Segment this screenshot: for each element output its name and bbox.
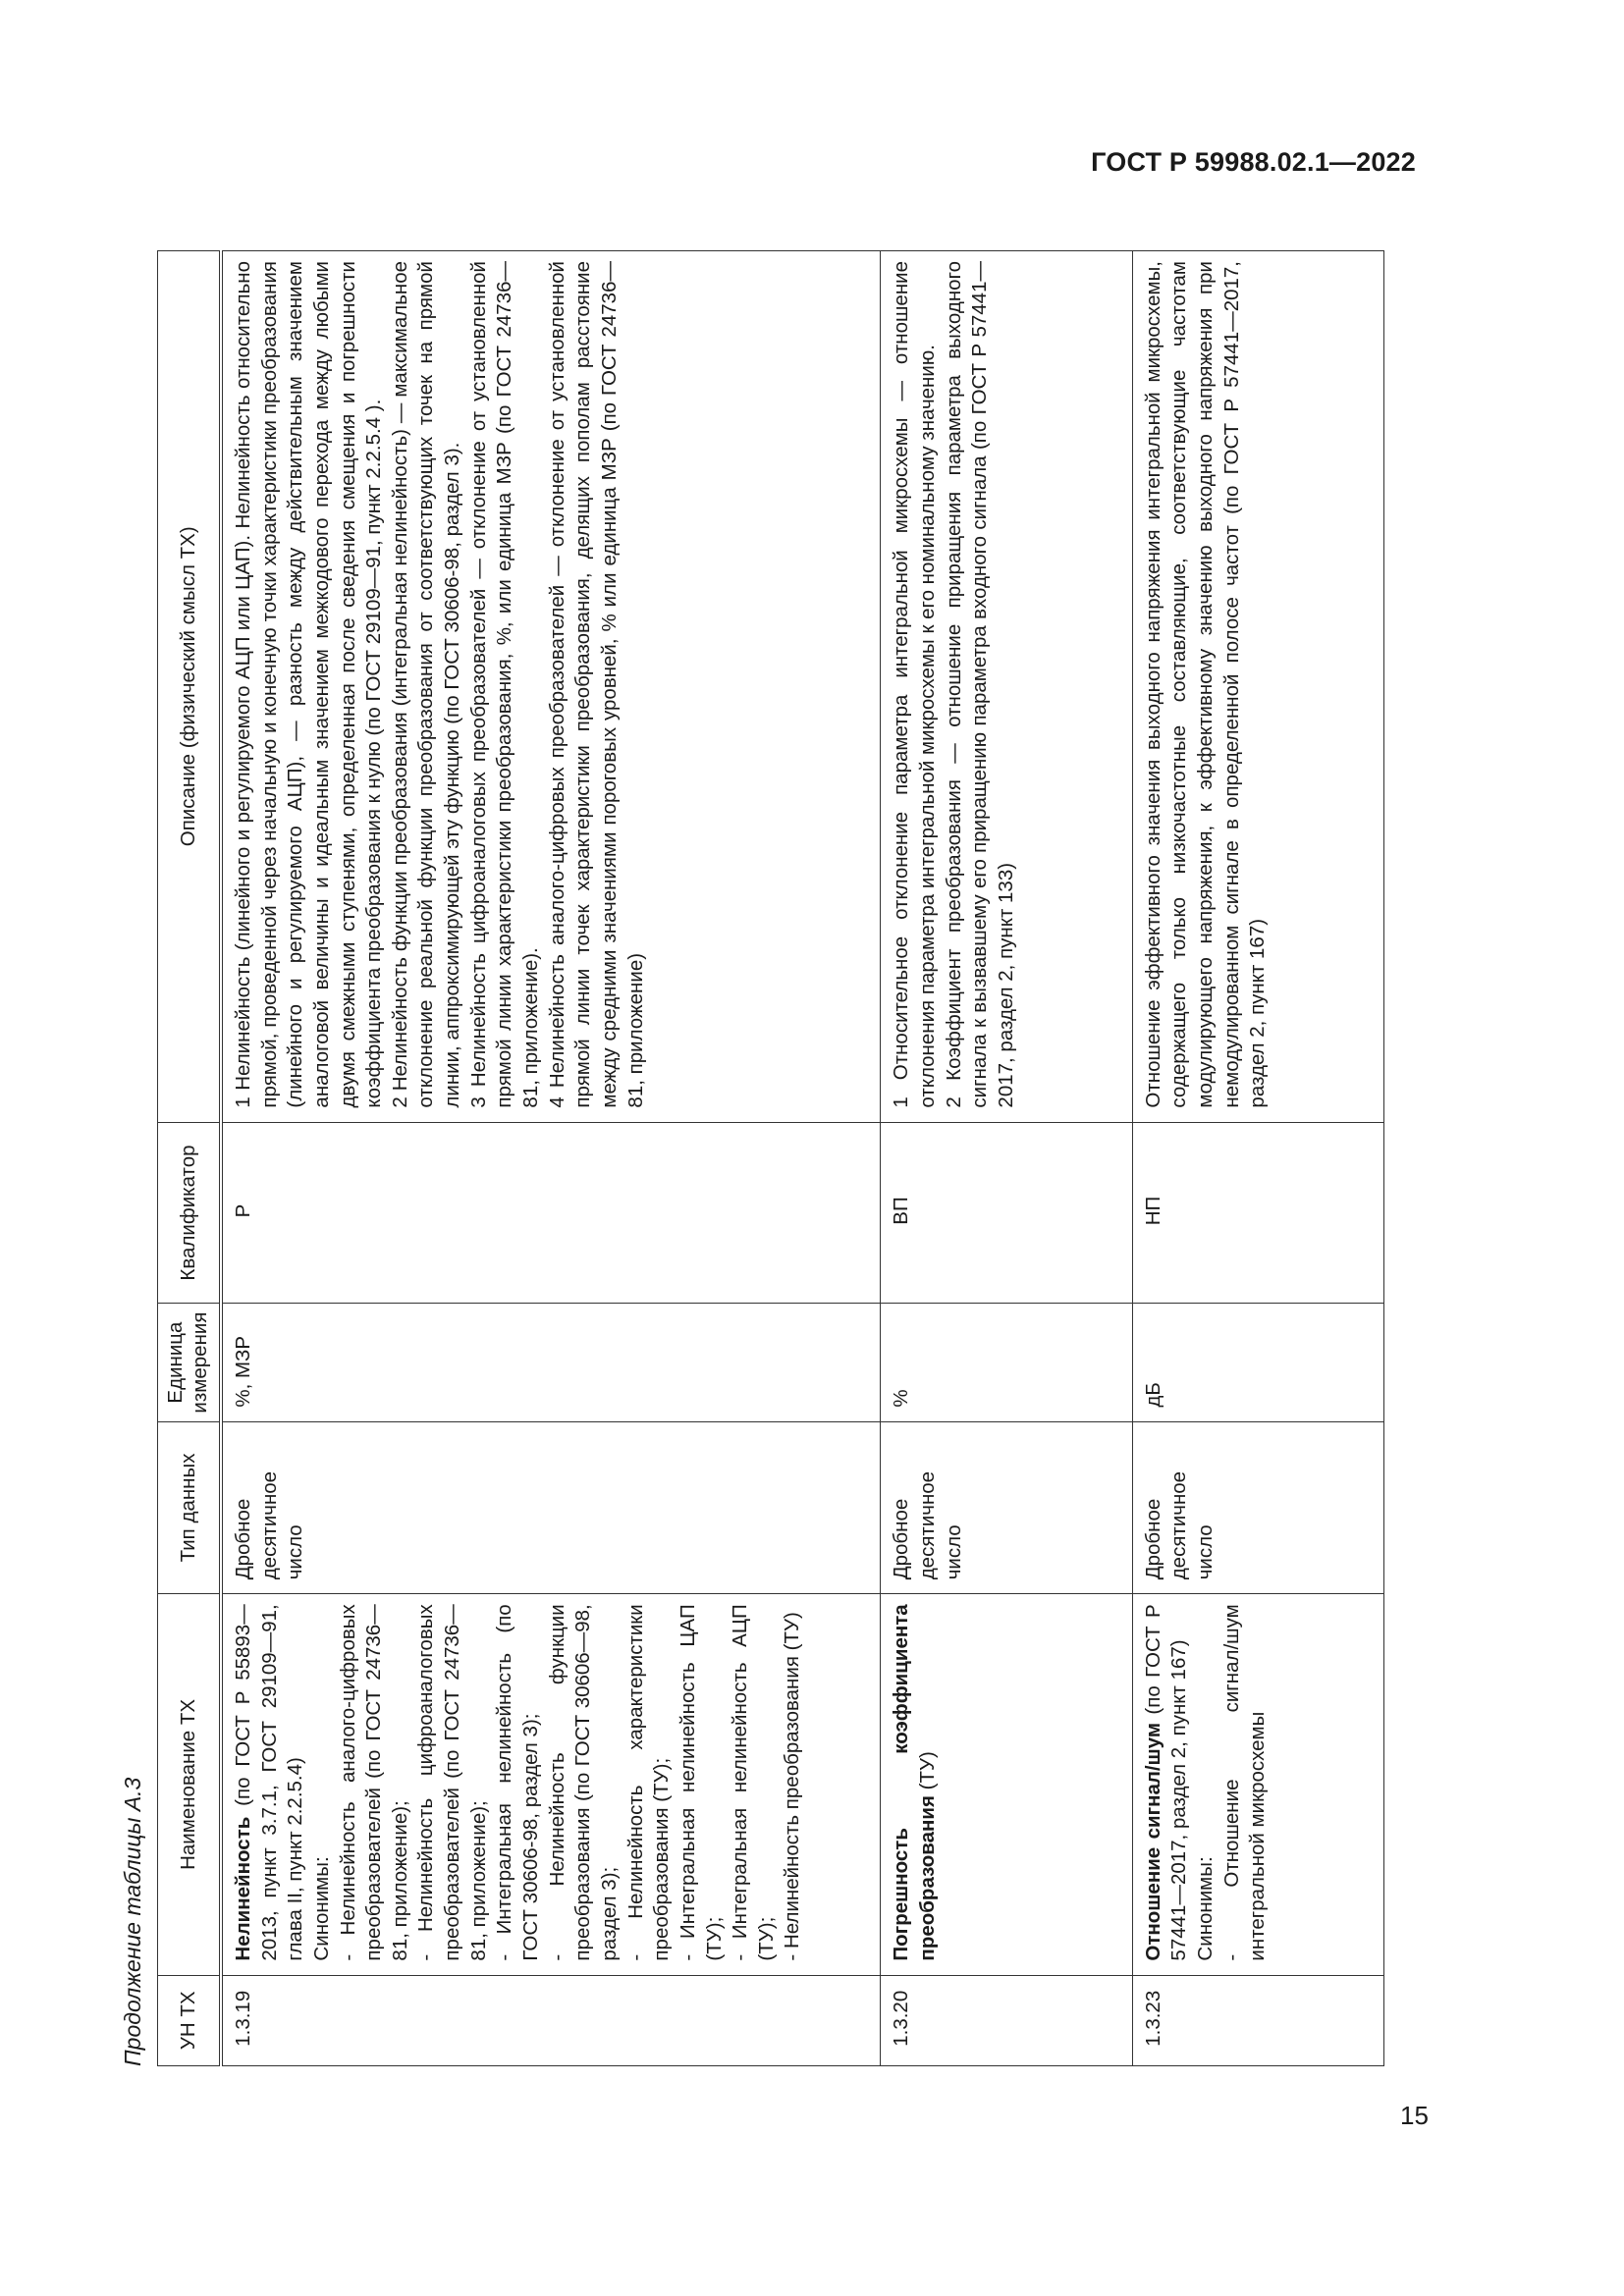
table-row [881, 251, 1132, 2066]
synonyms-title: Синонимы: [1193, 1856, 1217, 1961]
cell-id: 1.3.20 [881, 1975, 1132, 2065]
synonym-item: - Интегральная нелинейность ЦАП (ТУ); [676, 1604, 726, 1961]
cell-unit: % [881, 1304, 1132, 1421]
table-header-row [158, 251, 222, 2066]
header-name: Наименование ТХ [158, 1594, 222, 1975]
header-unit: Единица измерения [158, 1304, 222, 1421]
cell-name [1132, 1594, 1383, 1975]
table-row [1132, 251, 1383, 2066]
description-paragraph: 1 Нелинейность (линейного и регулируемого АЦП или ЦАП). Нелинейность относительно прямой, проведенной через начальную и конечную точки характеристики преобразования (линейного и регулируемого АЦП), — разность между действительным значением аналоговой величины и идеальным значением межкодового перехода между любыми двумя смежными ступенями, определенная после сведения смещения и погрешности коэффициента преобразования к нулю (по ГОСТ 29109—91, пункт 2.2.5.4 ). [232, 261, 386, 1108]
description-paragraph: 4 Нелинейность аналого-цифровых преобразователей — отклонение от установленной прямой линии точек характеристики преобразования, делящих пополам расстояние между средними значениями пороговых уровней, % или единица МЗР (по ГОСТ 24736—81, приложение) [545, 261, 647, 1108]
cell-unit: дБ [1132, 1304, 1383, 1421]
characteristic-source: (по ГОСТ Р 57441—2017, раздел 2, пункт 167) [1141, 1604, 1191, 1961]
characteristic-source: (по ГОСТ Р 55893—2013, пункт 3.7.1, ГОСТ 29109—91, глава II, пункт 2.2.5.4) [232, 1604, 307, 1961]
synonym-item: - Нелинейность аналого-цифровых преобразователей (по ГОСТ 24736—81, приложение); [336, 1604, 411, 1961]
cell-type: Дробное десятичное число [1132, 1421, 1383, 1594]
description-paragraph: 3 Нелинейность цифроаналоговых преобразователей — отклонение от установленной прямой линии характеристики преобразования, %, или единица МЗР (по ГОСТ 24736—81, приложение). [466, 261, 543, 1108]
synonym-item: - Нелинейность цифроаналоговых преобразователей (по ГОСТ 24736—81, приложение); [414, 1604, 490, 1961]
header-type: Тип данных [158, 1421, 222, 1594]
page-number: 15 [1400, 2101, 1429, 2130]
document-header: ГОСТ Р 59988.02.1—2022 [1091, 147, 1416, 177]
table-row [221, 251, 881, 2066]
cell-type: Дробное десятичное число [221, 1421, 881, 1594]
characteristic-name: Нелинейность [232, 1816, 254, 1961]
characteristic-source: (ТУ) [915, 1751, 939, 1796]
synonym-item: - Нелинейность функции преобразования (по ГОСТ 30606—98, раздел 3); [545, 1604, 621, 1961]
synonyms-title: Синонимы: [309, 1856, 333, 1961]
cell-qualifier: Р [221, 1122, 881, 1304]
cell-description [1132, 251, 1383, 1123]
description-paragraph: 1 Относительное отклонение параметра интегральной микросхемы — отношение отклонения параметра интегральной микросхемы к его номинальному значению. [890, 261, 939, 1108]
cell-unit: %, МЗР [221, 1304, 881, 1421]
header-id: УН ТХ [158, 1975, 222, 2065]
characteristic-name: Погрешность коэффициента преобразования [890, 1604, 939, 1961]
header-qualifier: Квалификатор [158, 1122, 222, 1304]
synonym-item: - Нелинейность характеристики преобразования (ТУ); [623, 1604, 674, 1961]
description-paragraph: Отношение эффективного значения выходного напряжения интегральной микросхемы, содержащего только низкочастотные составляющие, соответствующие частотам модулирующего напряжения, к эффективному значению выходного напряжения при немодулированном сигнале в определенной полосе частот (по ГОСТ Р 57441—2017, раздел 2, пункт 167) [1141, 261, 1270, 1108]
cell-qualifier: НП [1132, 1122, 1383, 1304]
synonym-item: - Нелинейность преобразования (ТУ) [781, 1612, 804, 1961]
cell-name [881, 1594, 1132, 1975]
cell-id: 1.3.23 [1132, 1975, 1383, 2065]
synonym-item: - Интегральная нелинейность АЦП (ТУ); [729, 1604, 778, 1961]
header-description: Описание (физический смысл ТХ) [158, 251, 222, 1123]
description-paragraph: 2 Нелинейность функции преобразования (интегральная нелинейность) — максимальное отклонение реальной функции преобразования от соответствующих точек на прямой линии, аппроксимирующей эту функцию (по ГОСТ 30606-98, раздел 3). [388, 261, 464, 1108]
table-caption: Продолжение таблицы А.3 [120, 1777, 145, 2066]
characteristic-name: Отношение сигнал/шум [1141, 1722, 1164, 1961]
cell-description [221, 251, 881, 1123]
synonym-item: - Интегральная нелинейность (по ГОСТ 30606-98, раздел 3); [493, 1604, 543, 1961]
cell-description [881, 251, 1132, 1123]
characteristics-table [157, 250, 1384, 2066]
synonym-item: - Отношение сигнал/шум интегральной микросхемы [1219, 1604, 1270, 1961]
rotated-table-block [108, 250, 1384, 2066]
cell-id: 1.3.19 [221, 1975, 881, 2065]
cell-type: Дробное десятичное число [881, 1421, 1132, 1594]
cell-name [221, 1594, 881, 1975]
cell-qualifier: ВП [881, 1122, 1132, 1304]
description-paragraph: 2 Коэффициент преобразования — отношение приращения параметра выходного сигнала к вызвавшему его приращению параметра входного сигнала (по ГОСТ Р 57441—2017, раздел 2, пункт 133) [942, 261, 1017, 1108]
